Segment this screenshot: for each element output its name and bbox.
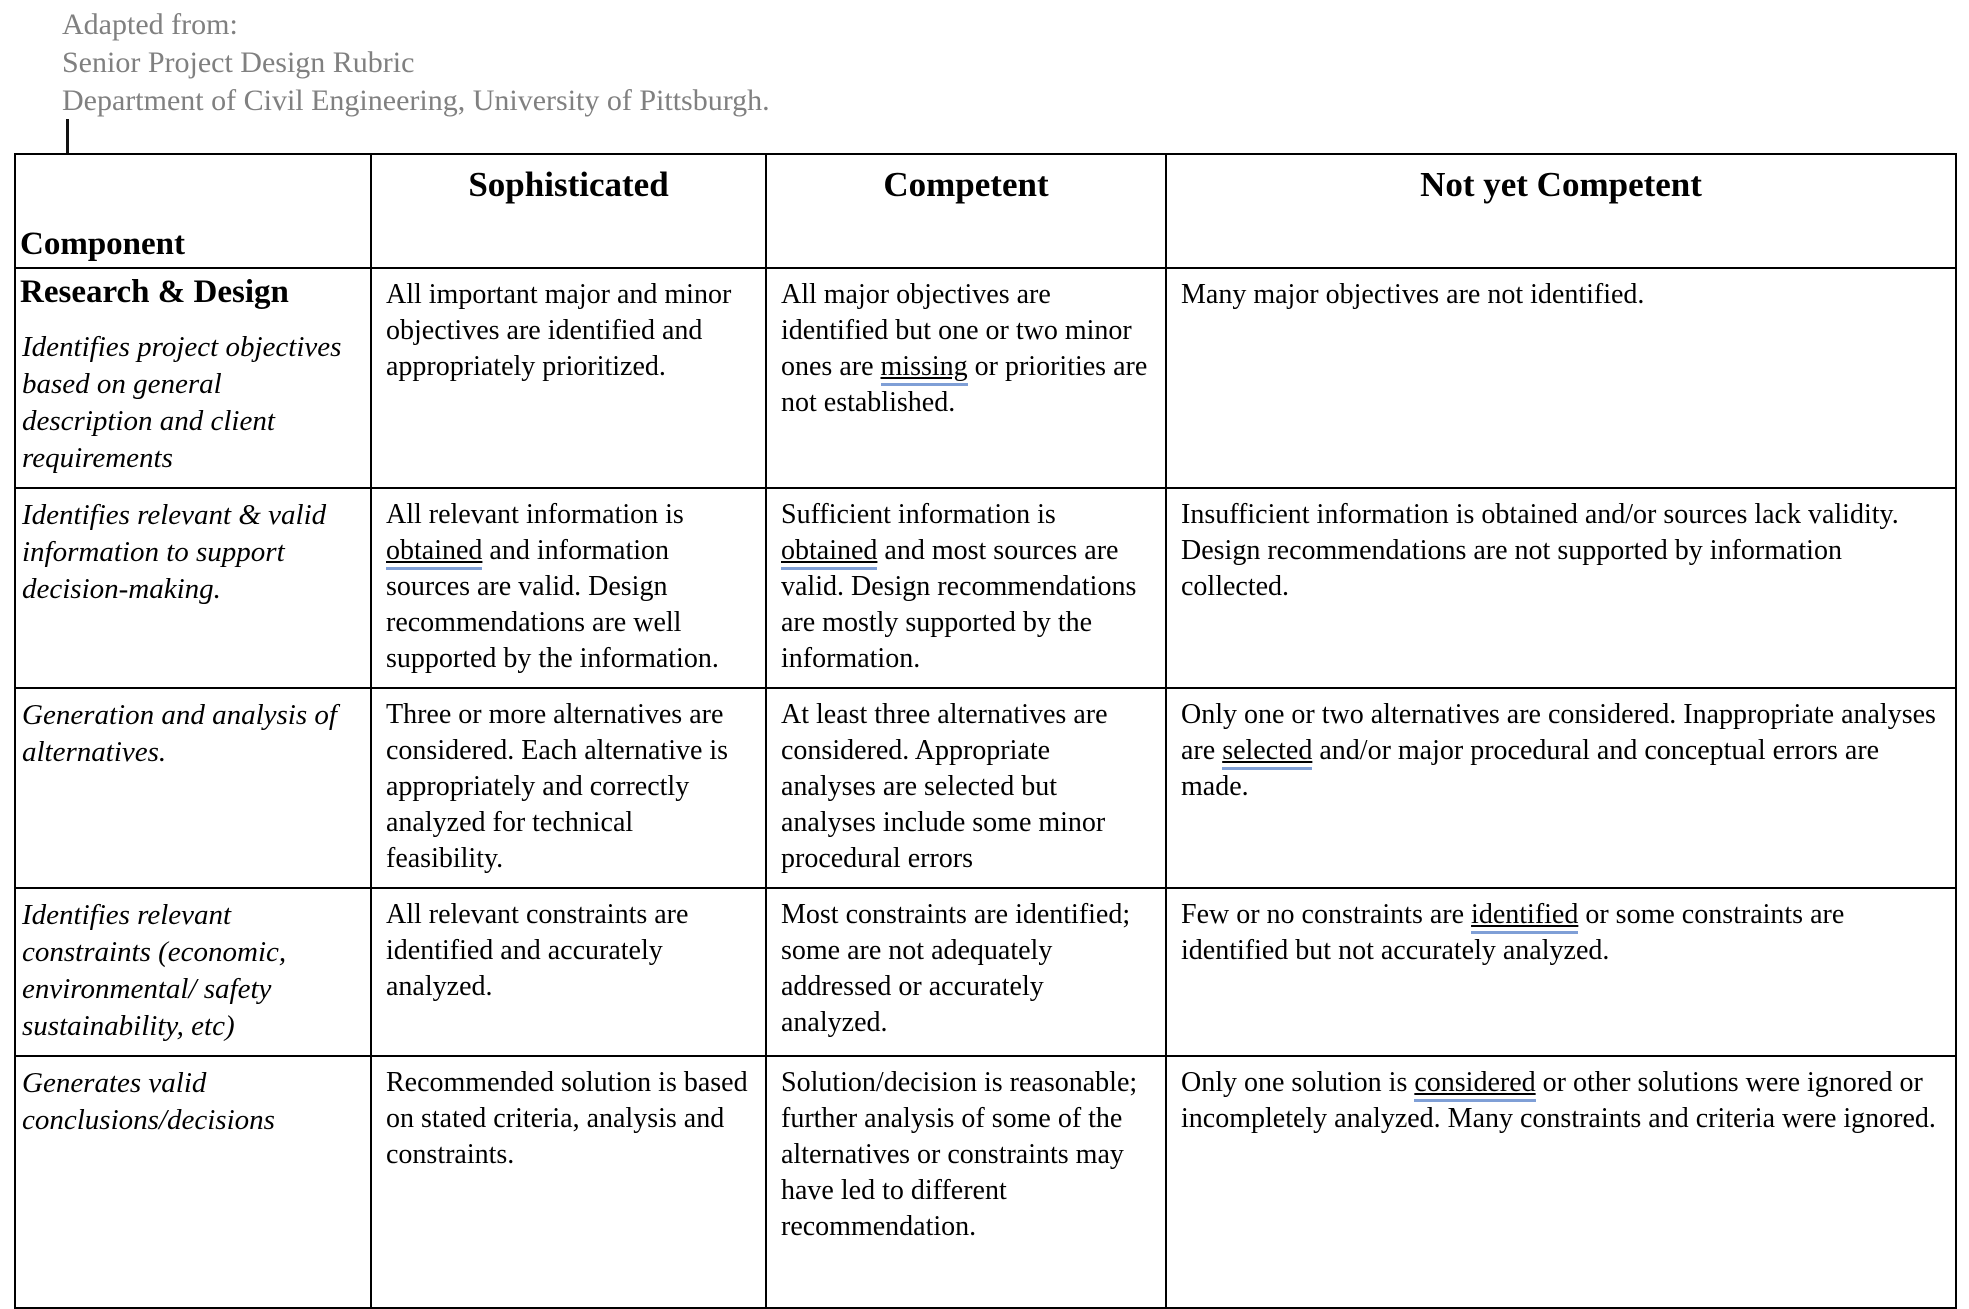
cell-competent-3 (766, 688, 1166, 888)
cell-text (1167, 689, 1955, 815)
cell-text (1167, 889, 1955, 979)
table-row (15, 488, 1956, 688)
cell-text (372, 489, 765, 687)
criterion-cell-3 (15, 688, 371, 888)
spellcheck-flagged-word[interactable]: considered (1414, 1067, 1535, 1102)
header-cell-component (15, 154, 371, 268)
text-part-a: All relevant information is (386, 499, 684, 530)
cell-text: Insufficient information is obtained and/or sources lack validity. Design recommendations are not supported by information collected. (1181, 499, 1899, 602)
criterion-label-2: Identifies relevant & valid information to support decision-making. (22, 499, 327, 605)
rubric-table (14, 153, 1957, 1309)
cell-sophisticated-1 (371, 268, 766, 488)
attribution-block (62, 6, 770, 120)
header-label-sophisticated: Sophisticated (468, 165, 669, 204)
header-label-not-yet-competent: Not yet Competent (1420, 165, 1702, 204)
attribution-line-3: Department of Civil Engineering, University of Pittsburgh. (62, 84, 770, 117)
cell-sophisticated-5 (371, 1056, 766, 1308)
text-part-b: and information sources are valid. Design recommendations are well supported by the information. (386, 535, 719, 674)
criterion-label-1: Identifies project objectives based on general description and client requirements (22, 331, 342, 474)
cell-text: All important major and minor objectives are identified and appropriately prioritized. (386, 279, 732, 382)
spellcheck-flagged-word[interactable]: missing (881, 351, 968, 386)
cell-text: Many major objectives are not identified. (1181, 279, 1645, 310)
table-row (15, 688, 1956, 888)
text-part-a: Sufficient information is (781, 499, 1056, 530)
cell-text: At least three alternatives are considered. Appropriate analyses are selected but analyses include some minor procedural errors (781, 699, 1108, 874)
text-part-a: All major objectives are identified but one or two minor ones are (781, 279, 1132, 382)
header-label-competent: Competent (883, 165, 1049, 204)
header-cell-competent (766, 154, 1166, 268)
spellcheck-flagged-word[interactable]: obtained (781, 535, 877, 570)
cell-not-yet-4 (1166, 888, 1956, 1056)
cell-text (1167, 1057, 1955, 1147)
header-label-component: Component (20, 226, 186, 262)
spellcheck-flagged-word[interactable]: obtained (386, 535, 482, 570)
attribution-line-2: Senior Project Design Rubric (62, 46, 415, 79)
cell-text: Three or more alternatives are considered. Each alternative is appropriately and correctly analyzed for technical feasibility. (386, 699, 729, 874)
text-part-b: or priorities are not established. (781, 351, 1148, 418)
cell-competent-2 (766, 488, 1166, 688)
criterion-label-3: Generation and analysis of alternatives. (22, 699, 337, 768)
text-part-a: Only one or two alternatives are considered. Inappropriate analyses are (1181, 699, 1936, 766)
text-part-a: Only one solution is (1181, 1067, 1415, 1098)
cell-text (767, 489, 1165, 687)
cell-not-yet-5 (1166, 1056, 1956, 1308)
criterion-label-4: Identifies relevant constraints (economic, environmental/ safety sustainability, etc) (22, 899, 287, 1042)
cell-competent-4 (766, 888, 1166, 1056)
table-header-row (15, 154, 1956, 268)
criterion-cell-4 (15, 888, 371, 1056)
table-row (15, 1056, 1956, 1308)
text-part-b: and/or major procedural and conceptual errors are made. (1181, 735, 1880, 802)
header-cell-not-yet-competent (1166, 154, 1956, 268)
rubric-table-container (14, 153, 1955, 1309)
criterion-cell-5 (15, 1056, 371, 1308)
cell-competent-1 (766, 268, 1166, 488)
text-caret-mark (66, 119, 69, 153)
header-cell-sophisticated (371, 154, 766, 268)
cell-text: Recommended solution is based on stated criteria, analysis and constraints. (386, 1067, 748, 1170)
cell-not-yet-1 (1166, 268, 1956, 488)
cell-sophisticated-4 (371, 888, 766, 1056)
cell-not-yet-3 (1166, 688, 1956, 888)
spellcheck-flagged-word[interactable]: selected (1222, 735, 1312, 770)
cell-sophisticated-2 (371, 488, 766, 688)
cell-competent-5 (766, 1056, 1166, 1308)
text-part-b: or other solutions were ignored or incompletely analyzed. Many constraints and criteria were ignored. (1181, 1067, 1936, 1134)
text-part-b: and most sources are valid. Design recommendations are mostly supported by the information. (781, 535, 1137, 674)
table-row (15, 268, 1956, 488)
spellcheck-flagged-word[interactable]: identified (1471, 899, 1578, 934)
attribution-line-1: Adapted from: (62, 8, 238, 41)
cell-text: Solution/decision is reasonable; further analysis of some of the alternatives or constraints may have led to different recommendation. (781, 1067, 1138, 1242)
criterion-cell-1 (15, 268, 371, 488)
cell-text: Most constraints are identified; some are not adequately addressed or accurately analyzed. (781, 899, 1131, 1038)
cell-text: All relevant constraints are identified and accurately analyzed. (386, 899, 689, 1002)
table-row (15, 888, 1956, 1056)
cell-sophisticated-3 (371, 688, 766, 888)
section-title-research-and-design: Research & Design (20, 274, 289, 310)
text-part-b: or some constraints are identified but not accurately analyzed. (1181, 899, 1845, 966)
text-part-a: Few or no constraints are (1181, 899, 1472, 930)
cell-not-yet-2 (1166, 488, 1956, 688)
criterion-label-5: Generates valid conclusions/decisions (22, 1067, 275, 1136)
criterion-cell-2 (15, 488, 371, 688)
cell-text (767, 269, 1165, 431)
